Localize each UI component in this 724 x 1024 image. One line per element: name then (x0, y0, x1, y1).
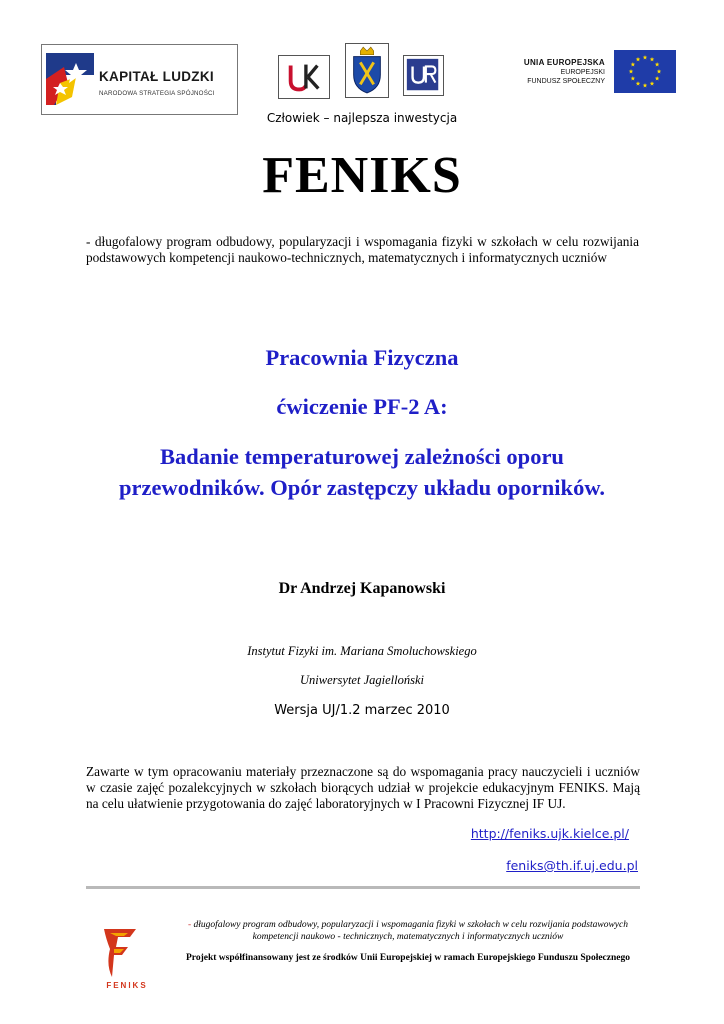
kapital-ludzki-star-icon (46, 53, 94, 105)
kapital-ludzki-title: KAPITAŁ LUDZKI (99, 69, 214, 84)
footer-line-1: długofalowy program odbudowy, popularyzacji i wspomagania fizyki w szkołach w celu rozwijania podstawowych (191, 920, 628, 930)
eu-flag-icon (614, 50, 676, 93)
feniks-flame-icon (96, 925, 158, 981)
lab-heading: Pracownia Fizyczna (265, 345, 459, 370)
eu-line-1: UNIA EUROPEJSKA (523, 58, 605, 67)
website-link[interactable]: http://feniks.ujk.kielce.pl/ (470, 826, 629, 841)
author: Dr Andrzej Kapanowski (278, 580, 446, 597)
footer-dash: - (188, 920, 192, 930)
eu-line-3: FUNDUSZ SPOŁECZNY (527, 78, 605, 85)
footer-project: Projekt współfinansowany jest ze środków Unii Europejskiej w ramach Europejskiego Funduszu Społecznego (186, 953, 630, 963)
kapital-ludzki-subtitle: NARODOWA STRATEGIA SPÓJNOŚCI (99, 90, 215, 97)
feniks-logo-text: FENIKS (106, 981, 148, 990)
slogan: Człowiek – najlepsza inwestycja (266, 111, 458, 125)
crest-icon (346, 44, 388, 97)
topic-line-1: Badanie temperaturowej zależności oporu (160, 444, 564, 469)
topic-line-2: przewodników. Opór zastępczy układu oporników. (119, 475, 605, 500)
jagiellonian-crest (345, 43, 389, 98)
version: Wersja UJ/1.2 marzec 2010 (274, 703, 450, 718)
eu-text (460, 58, 605, 86)
institute: Instytut Fizyki im. Mariana Smoluchowskiego (247, 644, 477, 658)
intro-text: Zawarte w tym opracowaniu materiały przeznaczone są do wspomagania pracy nauczycieli i uczniów w czasie zajęć pozalekcyjnych w szkołach biorących udział w projekcie edukacyjnym FENIKS. Mają na celu ułatwienie przygotowania do zajęć laboratoryjnych w I Pracowni Fizycznej IF UJ. (86, 764, 640, 811)
uk-logo (278, 55, 330, 99)
kapital-ludzki-logo (41, 44, 238, 115)
feniks-logo (96, 925, 158, 993)
eu-line-2: EUROPEJSKI (560, 69, 605, 76)
email-link[interactable]: feniks@th.if.uj.edu.pl (506, 858, 638, 873)
page-title: FENIKS (262, 147, 462, 204)
exercise-heading: ćwiczenie PF-2 A: (276, 394, 448, 419)
footer-program (173, 920, 643, 943)
program-description: - długofalowy program odbudowy, popularyzacji i wspomagania fizyki w szkołach w celu rozwijania podstawowych kompetencji naukowo-technicznych, matematycznych i informatycznych uczniów (86, 234, 639, 265)
ur-logo-icon (404, 56, 443, 95)
ur-logo (403, 55, 444, 96)
divider (86, 886, 640, 889)
footer-line-2: kompetencji naukowo - technicznych, matematycznych i informatycznych uczniów (252, 931, 564, 942)
university: Uniwersytet Jagielloński (300, 673, 424, 687)
uk-logo-icon (279, 56, 329, 98)
topic-heading (0, 441, 724, 503)
